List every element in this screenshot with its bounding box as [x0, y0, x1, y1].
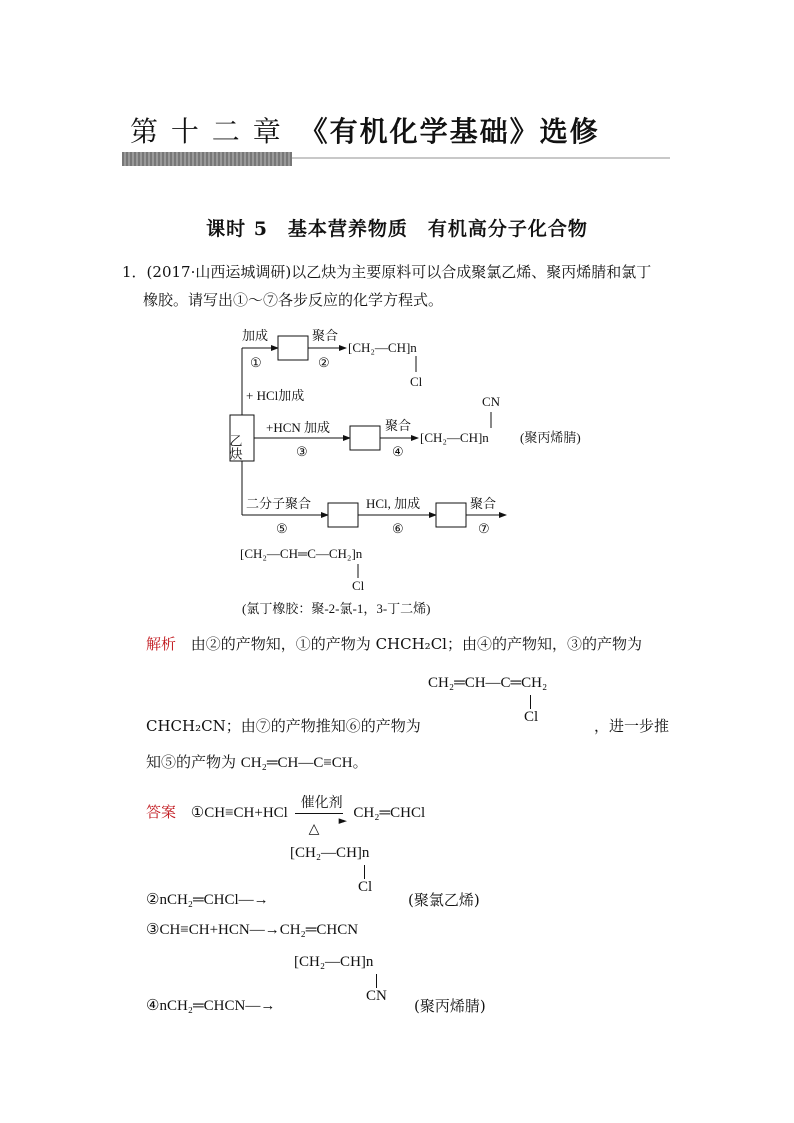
answer-eq2-polymer: [CH₂—CH]n	[290, 845, 370, 861]
answer-eq4-name: (聚丙烯腈)	[414, 997, 486, 1015]
branch3-condition: 二分子聚合	[246, 496, 312, 511]
chapter-underline-bar	[122, 152, 292, 166]
question-source: (2017·山西运城调研)	[146, 263, 292, 281]
answer-eq4-left: ④nCH₂═CHCN—→	[146, 998, 276, 1014]
analysis-line4-a: 知⑤的产物为	[146, 753, 237, 771]
answer-eq2-name: (聚氯乙烯)	[408, 891, 480, 909]
branch1-box	[278, 336, 308, 360]
answer-eq4-bond	[376, 974, 377, 988]
rubber-formula: [CH₂—CH═C—CH₂]n	[240, 546, 363, 561]
question-text-line1: 以乙炔为主要原料可以合成聚氯乙烯、聚丙烯腈和氯丁	[291, 263, 652, 281]
question-text-line2: 橡胶。请写出①～⑦各步反应的化学方程式。	[143, 291, 444, 309]
branch2-sub-top: CN	[482, 394, 501, 409]
arrow-line	[295, 813, 343, 814]
analysis-line4-formula: CH₂═CH—C≡CH	[240, 755, 353, 771]
branch1-product: [CH₂—CH]n	[348, 340, 417, 355]
analysis-bond	[530, 695, 531, 709]
answer-eq2-left: ②nCH₂═CHCl—→	[146, 892, 269, 908]
rubber-sub: Cl	[352, 578, 365, 593]
branch2-step1: ③	[296, 444, 308, 459]
branch2-step2: ④	[392, 444, 404, 459]
analysis-line3-a: CHCH₂CN；由⑦的产物推知⑥的产物为	[146, 717, 421, 735]
arrow-head-icon: ►	[338, 814, 348, 827]
answer-label: 答案	[146, 803, 177, 821]
answer-eq2-bond	[364, 865, 365, 879]
answer-eq4-polymer: [CH₂—CH]n	[294, 954, 374, 970]
analysis-block	[146, 630, 686, 658]
branch1-sub: Cl	[410, 374, 423, 389]
branch2-product-name: (聚丙烯腈)	[520, 430, 581, 445]
answer-eq1-arrow	[293, 795, 349, 837]
analysis-line3-b: ，进一步推	[594, 717, 670, 735]
branch3-box1	[328, 503, 358, 527]
answer-eq4-polymer-block	[294, 954, 387, 1004]
branch1-step1: ①	[250, 355, 262, 370]
analysis-line3	[146, 712, 686, 740]
analysis-line1: 由②的产物知，①的产物为 CHCH₂Cl；由④的产物知，③的产物为	[190, 635, 642, 653]
answer-eq3: ③CH≡CH+HCN—→CH₂═CHCN	[146, 922, 359, 938]
branch2-condition: +HCN 加成	[266, 420, 331, 435]
chapter-title: 《有机化学基础》选修	[299, 115, 600, 148]
branch2-box	[350, 426, 380, 450]
chapter-underline-rule	[292, 157, 670, 159]
analysis-line4	[146, 748, 686, 777]
answer-eq1	[146, 795, 686, 837]
answer-eq1-heat: △	[308, 821, 320, 837]
analysis-label: 解析	[146, 635, 177, 653]
question-number: 1．	[122, 263, 147, 281]
reaction-diagram	[220, 320, 640, 620]
answer-eq2-polymer-block	[290, 845, 373, 895]
answer-eq1-left: ①CH≡CH+HCl	[190, 805, 288, 821]
rubber-name: (氯丁橡胶：聚-2-氯-1，3-丁二烯)	[242, 601, 431, 616]
analysis-line2-formula: CH₂═CH—C═CH₂	[428, 675, 548, 691]
lesson-title: 课时 5 基本营养物质 有机高分子化合物	[206, 218, 588, 240]
answer-eq1-catalyst: 催化剂	[300, 795, 343, 811]
branch3-condition2: HCl, 加成	[366, 496, 421, 511]
answer-eq4-sub: CN	[366, 988, 387, 1004]
branch3-condition3: 聚合	[470, 496, 497, 511]
branch3-step3: ⑦	[478, 521, 490, 536]
branch3-step2: ⑥	[392, 521, 404, 536]
analysis-line2-sub: Cl	[524, 709, 539, 725]
branch1-condition: 加成	[242, 328, 269, 343]
branch2-condition2: 聚合	[385, 418, 412, 433]
branch3-box2	[436, 503, 466, 527]
branch1-step2: ②	[318, 355, 330, 370]
question-block	[122, 258, 682, 314]
chapter-label: 第 十 二 章	[130, 115, 283, 148]
analysis-formula-chloroprene	[428, 675, 548, 725]
branch2-product: [CH₂—CH]n	[420, 430, 489, 445]
chapter-heading	[130, 110, 600, 150]
answer-eq2-sub: Cl	[358, 879, 373, 895]
branch1-condition2: 聚合	[312, 328, 339, 343]
start-label: 乙炔	[227, 434, 243, 460]
answer-eq1-right: CH₂═CHCl	[353, 805, 426, 821]
analysis-line4-end: 。	[352, 753, 368, 771]
branch2-top-label: + HCl加成	[246, 388, 305, 403]
branch3-step1: ⑤	[276, 521, 288, 536]
